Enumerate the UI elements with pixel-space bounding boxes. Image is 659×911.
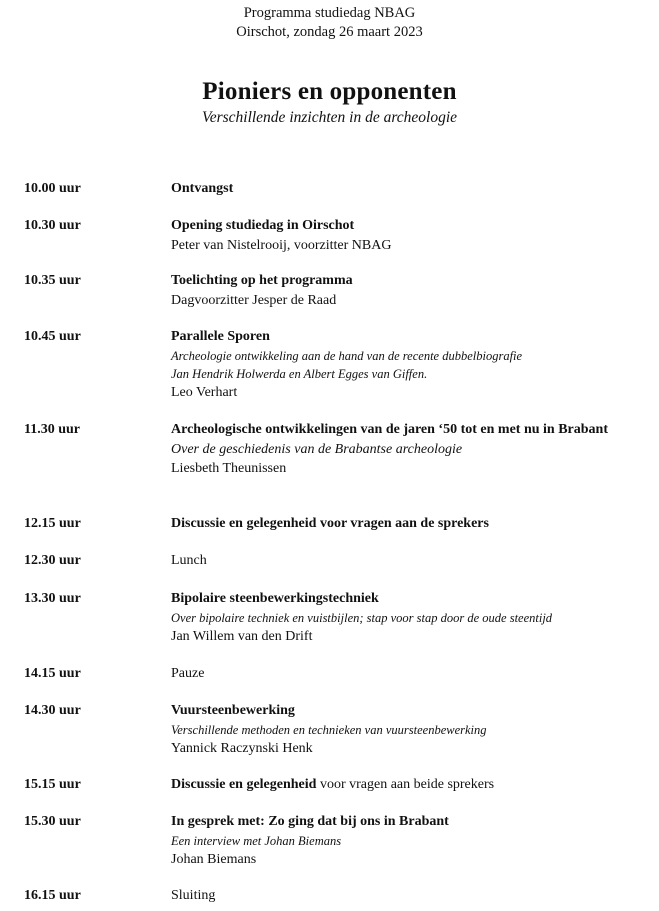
program-title: [171, 776, 641, 795]
program-content: [171, 272, 641, 310]
program-title: Bipolaire steenbewerkingstechniek: [171, 591, 379, 606]
program-title-bold: Discussie en gelegenheid: [171, 777, 320, 792]
program-title: Pauze: [171, 666, 205, 681]
program-time: 12.30 uur: [24, 553, 81, 568]
document-title: Pioniers en opponenten: [202, 78, 457, 105]
program-description: Een interview met Johan Biemans: [171, 833, 342, 848]
program-title: Lunch: [171, 553, 207, 568]
program-content: [171, 776, 641, 795]
program-content: [171, 328, 641, 402]
program-time: 11.30 uur: [24, 422, 81, 437]
program-description: Over bipolaire techniek en vuistbijlen; stap voor stap door de oude steentijd: [171, 610, 553, 625]
program-content: [171, 180, 641, 199]
document-subtitle: Verschillende inzichten in de archeologie: [201, 109, 458, 126]
program-title: Toelichting op het programma: [171, 273, 353, 288]
document-header: [0, 4, 659, 42]
program-content: [171, 217, 641, 255]
program-title: Parallele Sporen: [171, 329, 270, 344]
program-content: [171, 421, 641, 478]
program-speaker: Liesbeth Theunissen: [171, 460, 287, 476]
program-title: Sluiting: [171, 888, 216, 903]
program-content: [171, 515, 641, 534]
program-speaker: Jan Willem van den Drift: [171, 628, 313, 644]
program-content: [171, 665, 641, 684]
header-line-1: Programma studiedag NBAG: [243, 5, 416, 21]
program-title: In gesprek met: Zo ging dat bij ons in Brabant: [171, 814, 449, 829]
program-title: Ontvangst: [171, 181, 234, 196]
program-time: 10.45 uur: [24, 329, 81, 344]
program-speaker: Leo Verhart: [171, 384, 238, 400]
program-content: [171, 702, 641, 758]
program-time: 14.15 uur: [24, 666, 81, 681]
program-description: Verschillende methoden en technieken van vuursteenbewerking: [171, 722, 487, 737]
program-time: 15.30 uur: [24, 814, 81, 829]
program-time: 13.30 uur: [24, 591, 81, 606]
program-content: [171, 590, 641, 646]
header-line-2: Oirschot, zondag 26 maart 2023: [236, 24, 423, 40]
program-time: 10.35 uur: [24, 273, 81, 288]
program-content: [171, 887, 641, 906]
program-speaker: Dagvoorzitter Jesper de Raad: [171, 292, 337, 308]
program-title-rest: voor vragen aan beide sprekers: [319, 777, 495, 792]
program-time: 16.15 uur: [24, 888, 81, 903]
program-speaker: Peter van Nistelrooij, voorzitter NBAG: [171, 237, 392, 253]
program-title: Vuursteenbewerking: [171, 703, 295, 718]
program-title: Archeologische ontwikkelingen van de jaren ‘50 tot en met nu in Brabant: [171, 422, 608, 437]
program-time: 14.30 uur: [24, 703, 81, 718]
program-time: 10.30 uur: [24, 218, 81, 233]
program-time: 10.00 uur: [24, 181, 81, 196]
program-speaker: Yannick Raczynski Henk: [171, 740, 313, 756]
program-title: Opening studiedag in Oirschot: [171, 218, 355, 233]
program-description: Jan Hendrik Holwerda en Albert Egges van Giffen.: [171, 366, 428, 381]
program-time: 15.15 uur: [24, 777, 81, 792]
program-description: Archeologie ontwikkeling aan de hand van de recente dubbelbiografie: [171, 348, 523, 363]
program-speaker: Johan Biemans: [171, 851, 257, 867]
program-content: [171, 552, 641, 571]
program-description: Over de geschiedenis van de Brabantse archeologie: [171, 441, 463, 457]
program-time: 12.15 uur: [24, 516, 81, 531]
program-content: [171, 813, 641, 869]
program-title: Discussie en gelegenheid voor vragen aan de sprekers: [171, 516, 489, 531]
